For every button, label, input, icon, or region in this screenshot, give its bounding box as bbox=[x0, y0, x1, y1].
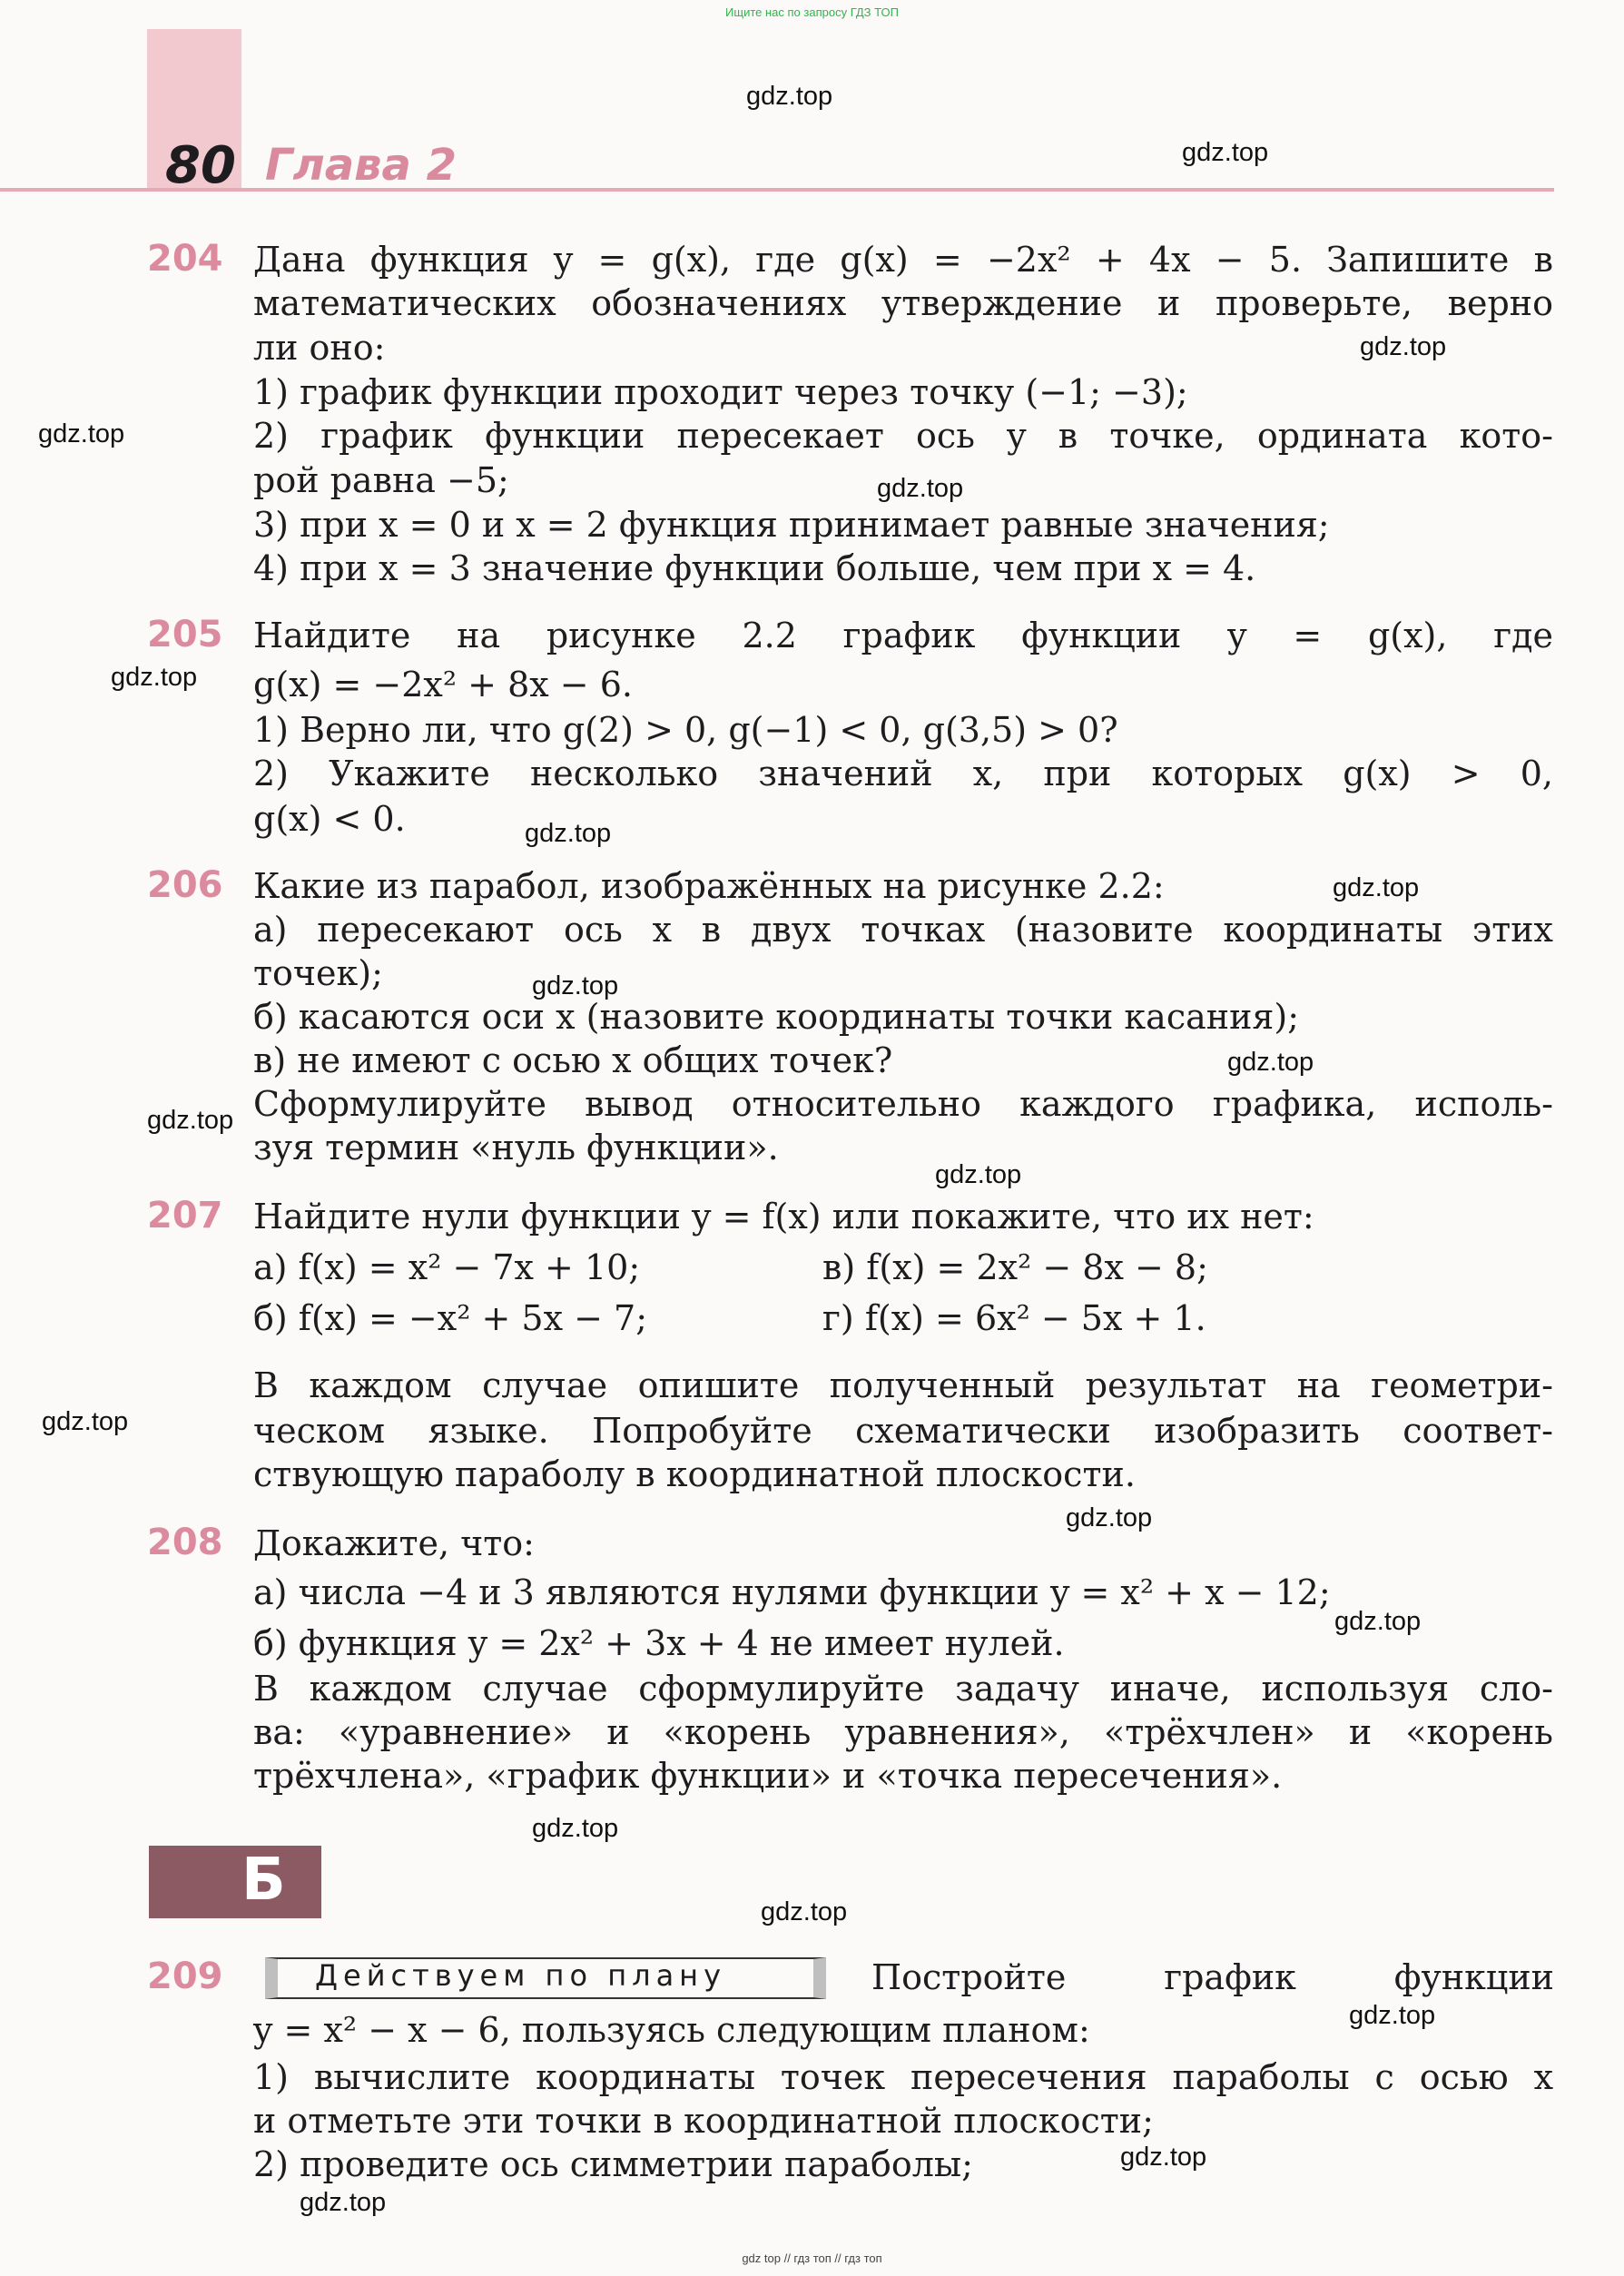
task-205-line: 2) Укажите несколько значений x, при которых g(x) > 0, bbox=[253, 754, 1553, 793]
task-207-v: в) f(x) = 2x² − 8x − 8; bbox=[822, 1247, 1208, 1287]
task-number-209: 209 bbox=[147, 1956, 223, 1997]
page-number: 80 bbox=[165, 136, 236, 195]
task-number-208: 208 bbox=[147, 1522, 223, 1563]
task-204-line: Дана функция y = g(x), где g(x) = −2x² + 4x − 5. Запишите в bbox=[253, 240, 1553, 280]
task-206-line: Какие из парабол, изображённых на рисунке 2.2: bbox=[253, 866, 1165, 906]
watermark: gdz.top bbox=[147, 1106, 234, 1135]
task-number-204: 204 bbox=[147, 238, 223, 280]
task-205-line: Найдите на рисунке 2.2 график функции y = g(x), где bbox=[253, 616, 1553, 655]
watermark: gdz.top bbox=[1349, 2001, 1436, 2030]
task-207-a: а) f(x) = x² − 7x + 10; bbox=[253, 1247, 641, 1287]
section-b-letter: Б bbox=[241, 1847, 286, 1914]
task-208-line: б) функция y = 2x² + 3x + 4 не имеет нулей. bbox=[253, 1623, 1065, 1663]
task-209-first: Постройте график функции bbox=[871, 1957, 1554, 1997]
task-206-line: зуя термин «нуль функции». bbox=[253, 1128, 779, 1168]
task-number-206: 206 bbox=[147, 864, 223, 906]
watermark: gdz.top bbox=[877, 474, 964, 503]
task-206-line: б) касаются оси x (назовите координаты точки касания); bbox=[253, 997, 1300, 1037]
watermark: gdz.top bbox=[1360, 332, 1447, 361]
section-b-box bbox=[149, 1846, 321, 1918]
watermark: gdz.top bbox=[532, 971, 619, 1000]
task-204-line: ли оно: bbox=[253, 328, 386, 368]
task-204-line: 3) при x = 0 и x = 2 функция принимает равные значения; bbox=[253, 505, 1330, 545]
task-207-line: ствующую параболу в координатной плоскости. bbox=[253, 1454, 1136, 1494]
task-206-line: а) пересекают ось x в двух точках (назовите координаты этих bbox=[253, 910, 1553, 950]
task-206-line: точек); bbox=[253, 953, 383, 993]
task-number-207: 207 bbox=[147, 1195, 223, 1237]
task-208-line: Докажите, что: bbox=[253, 1523, 535, 1563]
task-207-b: б) f(x) = −x² + 5x − 7; bbox=[253, 1298, 648, 1338]
watermark: gdz.top bbox=[1334, 1607, 1422, 1636]
watermark: gdz.top bbox=[300, 2188, 387, 2217]
task-204-line: математических обозначениях утверждение и проверьте, верно bbox=[253, 283, 1553, 323]
watermark: gdz.top bbox=[525, 819, 612, 848]
plan-label: Действуем по плану bbox=[315, 1958, 727, 1993]
task-number-205: 205 bbox=[147, 614, 223, 655]
task-209-line: и отметьте эти точки в координатной плоскости; bbox=[253, 2101, 1154, 2141]
task-209-line: 2) проведите ось симметрии параболы; bbox=[253, 2144, 973, 2184]
watermark: gdz.top bbox=[761, 1897, 848, 1926]
watermark: gdz.top bbox=[1227, 1048, 1314, 1077]
watermark: gdz.top bbox=[1066, 1503, 1153, 1532]
watermark: gdz.top bbox=[532, 1814, 619, 1843]
task-205-line: g(x) = −2x² + 8x − 6. bbox=[253, 665, 633, 704]
task-204-line: 4) при x = 3 значение функции больше, чем при x = 4. bbox=[253, 548, 1256, 588]
task-208-line: В каждом случае сформулируйте задачу иначе, используя сло- bbox=[253, 1669, 1553, 1709]
watermark: gdz.top bbox=[935, 1160, 1022, 1189]
task-207-line: ческом языке. Попробуйте схематически изобразить соответ- bbox=[253, 1411, 1553, 1451]
task-206-line: Сформулируйте вывод относительно каждого графика, исполь- bbox=[253, 1084, 1553, 1124]
chapter-title: Глава 2 bbox=[265, 140, 458, 191]
bottom-note: gdz top // гдз топ // гдз топ bbox=[742, 2251, 882, 2265]
task-208-line: трёхчлена», «график функции» и «точка пересечения». bbox=[253, 1756, 1283, 1796]
task-206-line: в) не имеют с осью x общих точек? bbox=[253, 1040, 893, 1080]
task-209-line: 1) вычислите координаты точек пересечения параболы с осью x bbox=[253, 2057, 1553, 2097]
task-207-intro: Найдите нули функции y = f(x) или покажите, что их нет: bbox=[253, 1197, 1314, 1237]
task-209-line: y = x² − x − 6, пользуясь следующим планом: bbox=[253, 2010, 1090, 2050]
task-204-line: 1) график функции проходит через точку (−1; −3); bbox=[253, 372, 1188, 412]
top-note: Ищите нас по запросу ГДЗ ТОП bbox=[725, 5, 899, 19]
task-207-g: г) f(x) = 6x² − 5x + 1. bbox=[822, 1298, 1206, 1338]
task-207-line: В каждом случае опишите полученный результат на геометри- bbox=[253, 1365, 1553, 1405]
task-204-line: 2) график функции пересекает ось y в точке, ордината кото- bbox=[253, 416, 1553, 456]
task-205-line: 1) Верно ли, что g(2) > 0, g(−1) < 0, g(3,5) > 0? bbox=[253, 710, 1118, 750]
watermark: gdz.top bbox=[42, 1407, 129, 1436]
task-208-line: а) числа −4 и 3 являются нулями функции y = x² + x − 12; bbox=[253, 1572, 1331, 1612]
watermark: gdz.top bbox=[111, 663, 198, 692]
task-205-line: g(x) < 0. bbox=[253, 799, 406, 839]
watermark: gdz.top bbox=[1333, 873, 1420, 902]
watermark: gdz.top bbox=[1182, 138, 1269, 167]
watermark: gdz.top bbox=[1120, 2143, 1207, 2172]
watermark: gdz.top bbox=[38, 419, 125, 448]
task-208-line: ва: «уравнение» и «корень уравнения», «трёхчлен» и «корень bbox=[253, 1712, 1553, 1752]
watermark: gdz.top bbox=[746, 82, 833, 111]
task-204-line: рой равна −5; bbox=[253, 460, 509, 500]
